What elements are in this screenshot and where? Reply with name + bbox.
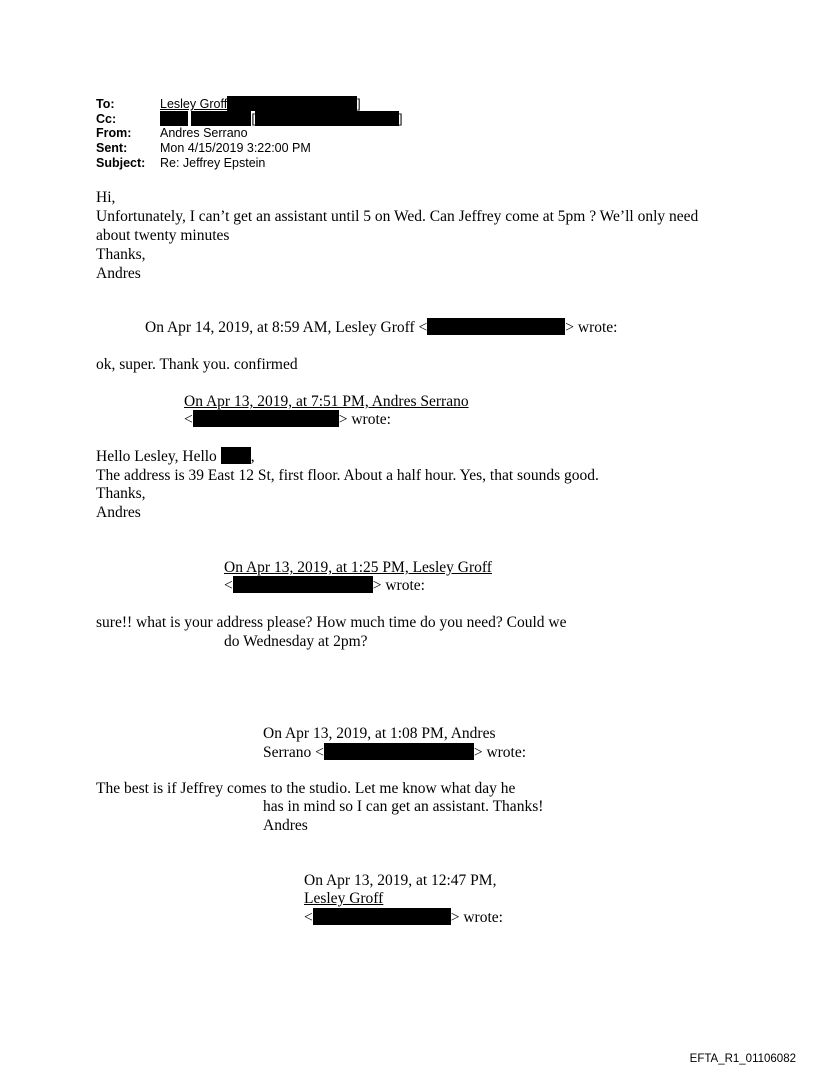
quote-body: The address is 39 East 12 St, first floor. About a half hour. Yes, that sounds good.: [96, 467, 599, 484]
subject-label: Subject:: [96, 156, 146, 170]
document-id: EFTA_R1_01106082: [689, 1053, 796, 1065]
quote-signature: Andres: [96, 504, 141, 521]
quote-header-address: [184, 410, 391, 429]
quote-header-line: On Apr 13, 2019, at 1:25 PM, Lesley Groff: [224, 559, 492, 576]
redacted-email: [427, 318, 565, 335]
message-line: about twenty minutes: [96, 227, 230, 244]
to-suffix: ]: [357, 97, 361, 111]
quote-header-suffix: > wrote:: [372, 577, 425, 594]
quote-body: ok, super. Thank you. confirmed: [96, 356, 298, 373]
quote-header: [145, 318, 617, 337]
from-label: From:: [96, 126, 132, 140]
quote-header-suffix: > wrote:: [338, 411, 391, 428]
redacted-email: [233, 576, 373, 593]
message-signature: Andres: [96, 265, 141, 282]
quote-header: [184, 392, 469, 411]
redacted-email: [324, 743, 474, 760]
cc-label: Cc:: [96, 112, 117, 126]
sent-row: [96, 141, 402, 156]
to-label: To:: [96, 97, 115, 111]
redacted-name: [191, 111, 251, 126]
quote-header-address: [224, 576, 425, 595]
message-greeting: Hi,: [96, 189, 116, 206]
quote-header-suffix: > wrote:: [450, 909, 503, 926]
quote-header: [224, 558, 492, 577]
quote-body: has in mind so I can get an assistant. Thanks!: [263, 798, 544, 815]
from-value: Andres Serrano: [160, 126, 248, 140]
quote-header-prefix: On Apr 14, 2019, at 8:59 AM, Lesley Groff <: [145, 319, 428, 336]
redacted-name: [221, 447, 251, 464]
quote-header-line: Lesley Groff: [304, 890, 384, 907]
from-row: [96, 126, 402, 141]
cc-row: [96, 111, 402, 126]
redacted-email: [255, 111, 399, 126]
to-name: Lesley Groff: [160, 97, 228, 111]
email-header: [96, 96, 402, 171]
sent-value: Mon 4/15/2019 3:22:00 PM: [160, 141, 311, 155]
quote-signature: Andres: [263, 817, 308, 834]
quote-header-prefix: <: [224, 577, 233, 594]
redacted-email: [227, 96, 357, 111]
quote-body: do Wednesday at 2pm?: [224, 633, 368, 650]
quote-header-address: [263, 743, 526, 762]
message-thanks: Thanks,: [96, 246, 146, 263]
subject-value: Re: Jeffrey Epstein: [160, 156, 266, 170]
sent-label: Sent:: [96, 141, 128, 155]
quote-header-prefix: Serrano <: [263, 744, 324, 761]
quote-greeting-prefix: Hello Lesley, Hello: [96, 448, 217, 465]
quote-body: The best is if Jeffrey comes to the studio. Let me know what day he: [96, 780, 516, 797]
quote-greeting-suffix: ,: [250, 448, 255, 465]
redacted-name: [160, 111, 188, 126]
to-row: [96, 96, 402, 111]
quote-header-line: On Apr 13, 2019, at 7:51 PM, Andres Serrano: [184, 393, 469, 410]
cc-bracket-close: ]: [398, 112, 403, 126]
quote-header-prefix: <: [304, 909, 313, 926]
quote-header-prefix: <: [184, 411, 193, 428]
quote-header-suffix: > wrote:: [565, 319, 618, 336]
subject-row: [96, 156, 402, 171]
cc-bracket-open: [: [251, 112, 255, 126]
quote-header: On Apr 13, 2019, at 12:47 PM,: [304, 872, 497, 889]
quote-header: On Apr 13, 2019, at 1:08 PM, Andres: [263, 725, 496, 742]
quote-thanks: Thanks,: [96, 485, 146, 502]
quote-header-name: [304, 889, 383, 908]
redacted-email: [193, 410, 339, 427]
quote-header-suffix: > wrote:: [473, 744, 527, 761]
quote-body: sure!! what is your address please? How much time do you need? Could we: [96, 614, 567, 631]
message-line: Unfortunately, I can’t get an assistant until 5 on Wed. Can Jeffrey come at 5pm ? We’ll only need: [96, 208, 699, 225]
quote-header-address: [304, 908, 503, 927]
quote-greeting: [96, 447, 255, 466]
redacted-email: [313, 908, 451, 925]
